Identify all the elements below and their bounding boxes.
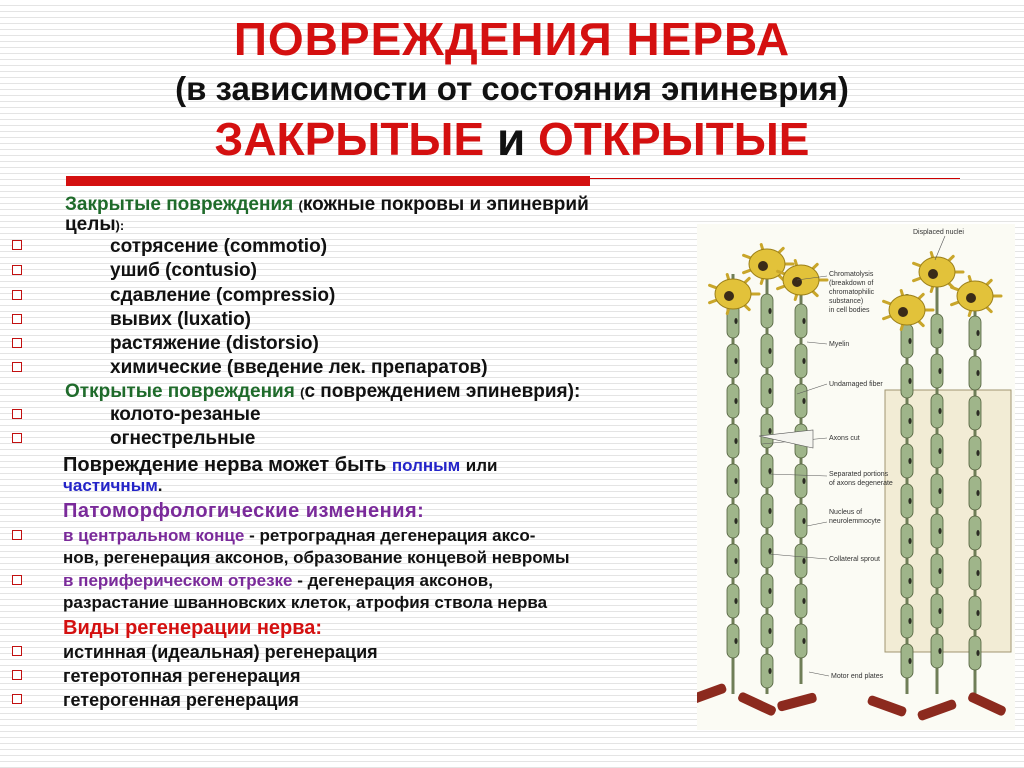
schwann-nucleus (802, 478, 805, 484)
extent-full: полным (391, 456, 461, 475)
label-chromatolysis-2: (breakdown of (829, 280, 874, 287)
closed-heading (65, 194, 589, 217)
label-nucleus-2: neurolemmocyte (829, 518, 881, 525)
bullet-icon (12, 530, 22, 540)
schwann-nucleus (802, 558, 805, 564)
schwann-nucleus (734, 438, 737, 444)
schwann-nucleus (938, 568, 941, 574)
schwann-nucleus (768, 588, 771, 594)
muscle-fibers (697, 682, 1007, 721)
schwann-nucleus (908, 578, 911, 584)
cell-nucleus (724, 291, 734, 301)
schwann-nucleus (938, 608, 941, 614)
label-separated-2: of axons degenerate (829, 480, 893, 487)
schwann-nucleus (938, 328, 941, 334)
peripheral-text-2: разрастание шванновских клеток, атрофия ствола нерва (63, 593, 548, 612)
schwann-nucleus (802, 398, 805, 404)
nerve-injury-illustration (697, 224, 1015, 730)
schwann-nucleus (802, 598, 805, 604)
schwann-nucleus (976, 490, 979, 496)
nerve-diagram (697, 224, 1015, 730)
slide-heading-types (0, 112, 1024, 166)
label-motor-end-plates: Motor end plates (831, 673, 884, 680)
regen-item: истинная (идеальная) регенерация (63, 642, 378, 662)
label-chromatolysis-4: substance) (829, 298, 864, 305)
schwann-nucleus (734, 358, 737, 364)
cell-nucleus (928, 269, 938, 279)
neuron-body (710, 275, 759, 314)
closed-note-2: целы (65, 214, 116, 235)
closed-heading-cont (65, 214, 124, 237)
closed-item: химические (введение лек. препаратов) (110, 357, 488, 378)
schwann-nucleus (938, 648, 941, 654)
muscle-fiber (866, 694, 907, 717)
schwann-nucleus (768, 668, 771, 674)
closed-item: растяжение (distorsio) (110, 333, 319, 354)
bullet-icon (12, 240, 22, 250)
schwann-nucleus (734, 398, 737, 404)
peripheral-line (63, 570, 493, 592)
schwann-nucleus (802, 638, 805, 644)
schwann-nucleus (768, 468, 771, 474)
schwann-nucleus (908, 458, 911, 464)
schwann-nucleus (908, 618, 911, 624)
bullet-icon (12, 265, 22, 275)
schwann-nucleus (938, 488, 941, 494)
central-dash: - (244, 526, 260, 545)
schwann-nucleus (976, 530, 979, 536)
closed-note: кожные покровы и эпиневрий (302, 194, 589, 215)
cell-nucleus (966, 293, 976, 303)
neuron-body (884, 291, 933, 330)
bullet-icon (12, 338, 22, 348)
bullet-icon (12, 314, 22, 324)
regen-heading: Виды регенерации нерва: (63, 617, 323, 639)
label-chromatolysis-5: in cell bodies (829, 307, 870, 314)
title-underline-thin (590, 178, 960, 179)
bullet-icon (12, 575, 22, 585)
schwann-nucleus (768, 388, 771, 394)
extent-partial: частичным (63, 476, 158, 495)
schwann-nucleus (976, 410, 979, 416)
closed-item: сдавление (compressio) (110, 285, 336, 306)
pathomorph-heading: Патоморфологические изменения: (63, 500, 425, 522)
schwann-nucleus (976, 330, 979, 336)
open-paren-open: ( (300, 385, 305, 400)
schwann-nucleus (976, 370, 979, 376)
muscle-fiber (967, 691, 1007, 717)
schwann-nucleus (908, 658, 911, 664)
bullet-icon (12, 433, 22, 443)
schwann-nucleus (976, 650, 979, 656)
schwann-nucleus (938, 448, 941, 454)
central-text: ретроградная дегенерация аксо- (259, 526, 536, 545)
regen-item: гетерогенная регенерация (63, 690, 299, 710)
schwann-nucleus (908, 418, 911, 424)
schwann-nucleus (802, 518, 805, 524)
schwann-nucleus (734, 558, 737, 564)
title-underline (66, 176, 590, 186)
schwann-nucleus (908, 378, 911, 384)
peripheral-text: дегенерация аксонов, (307, 571, 493, 590)
schwann-nucleus (768, 428, 771, 434)
open-paren-close: ): (567, 381, 581, 402)
schwann-nucleus (734, 638, 737, 644)
schwann-nucleus (976, 570, 979, 576)
label-myelin: Myelin (829, 341, 850, 348)
label-collateral: Collateral sprout (829, 556, 880, 563)
peripheral-dash: - (292, 571, 308, 590)
muscle-fiber (916, 698, 957, 721)
bullet-icon (12, 694, 22, 704)
muscle-fiber (737, 691, 777, 717)
extent-line-2 (63, 475, 163, 497)
open-heading (65, 381, 580, 404)
bullet-icon (12, 670, 22, 680)
schwann-nucleus (768, 308, 771, 314)
label-chromatolysis-3: chromatophilic (829, 289, 875, 296)
open-item: колото-резаные (110, 404, 261, 425)
schwann-nucleus (938, 368, 941, 374)
extent-or: или (465, 456, 498, 475)
closed-word: ЗАКРЫТЫЕ (214, 113, 485, 165)
slide-subtitle: (в зависимости от состояния эпиневрия) (175, 70, 849, 107)
open-word: ОТКРЫТЫЕ (538, 113, 810, 165)
cell-nucleus (898, 307, 908, 317)
neuron-body (914, 253, 963, 292)
label-separated: Separated portions (829, 471, 889, 478)
schwann-nucleus (768, 348, 771, 354)
closed-item: вывих (luxatio) (110, 309, 251, 330)
schwann-nucleus (802, 358, 805, 364)
peripheral-label: в периферическом отрезке (63, 571, 293, 590)
schwann-nucleus (976, 610, 979, 616)
neuron-bodies (710, 245, 1001, 330)
closed-heading-label: Закрытые повреждения (65, 194, 294, 215)
schwann-nucleus (908, 338, 911, 344)
open-item: огнестрельные (110, 428, 256, 449)
schwann-nucleus (734, 478, 737, 484)
closed-paren-close: ): (115, 218, 125, 233)
closed-item: сотрясение (commotio) (110, 236, 328, 257)
slide-title: ПОВРЕЖДЕНИЯ НЕРВА (233, 13, 791, 65)
schwann-nucleus (908, 498, 911, 504)
central-line (63, 525, 535, 547)
schwann-nucleus (734, 518, 737, 524)
schwann-nucleus (938, 528, 941, 534)
central-text-2: нов, регенерация аксонов, образование концевой невромы (63, 548, 570, 567)
label-nucleus: Nucleus of (829, 509, 863, 516)
schwann-nucleus (938, 408, 941, 414)
schwann-nucleus (908, 538, 911, 544)
extent-line (63, 454, 498, 477)
closed-paren-open: ( (298, 198, 303, 213)
closed-item: ушиб (contusio) (110, 260, 257, 281)
regen-item: гетеротопная регенерация (63, 666, 301, 686)
cell-nucleus (792, 277, 802, 287)
schwann-nucleus (768, 628, 771, 634)
central-label: в центральном конце (63, 526, 245, 545)
bullet-icon (12, 409, 22, 419)
open-heading-label: Открытые повреждения (65, 381, 295, 402)
cell-nucleus (758, 261, 768, 271)
extent-text: Повреждение нерва может быть (63, 454, 387, 476)
muscle-fiber (776, 692, 817, 712)
schwann-nucleus (734, 318, 737, 324)
extent-end: . (157, 476, 163, 495)
bullet-icon (12, 362, 22, 372)
neuron-body (952, 277, 1001, 316)
schwann-nucleus (802, 318, 805, 324)
bullet-icon (12, 646, 22, 656)
conjunction: и (496, 113, 526, 165)
open-note: с повреждением эпиневрия (304, 381, 568, 402)
schwann-nucleus (768, 508, 771, 514)
schwann-nucleus (976, 450, 979, 456)
label-undamaged-fiber: Undamaged fiber (829, 381, 883, 388)
muscle-fiber (697, 682, 728, 705)
bullet-icon (12, 290, 22, 300)
schwann-nucleus (734, 598, 737, 604)
label-displaced-nuclei: Displaced nuclei (913, 229, 964, 236)
label-chromatolysis: Chromatolysis (829, 271, 874, 278)
label-axons-cut: Axons cut (829, 435, 860, 442)
schwann-nucleus (768, 548, 771, 554)
